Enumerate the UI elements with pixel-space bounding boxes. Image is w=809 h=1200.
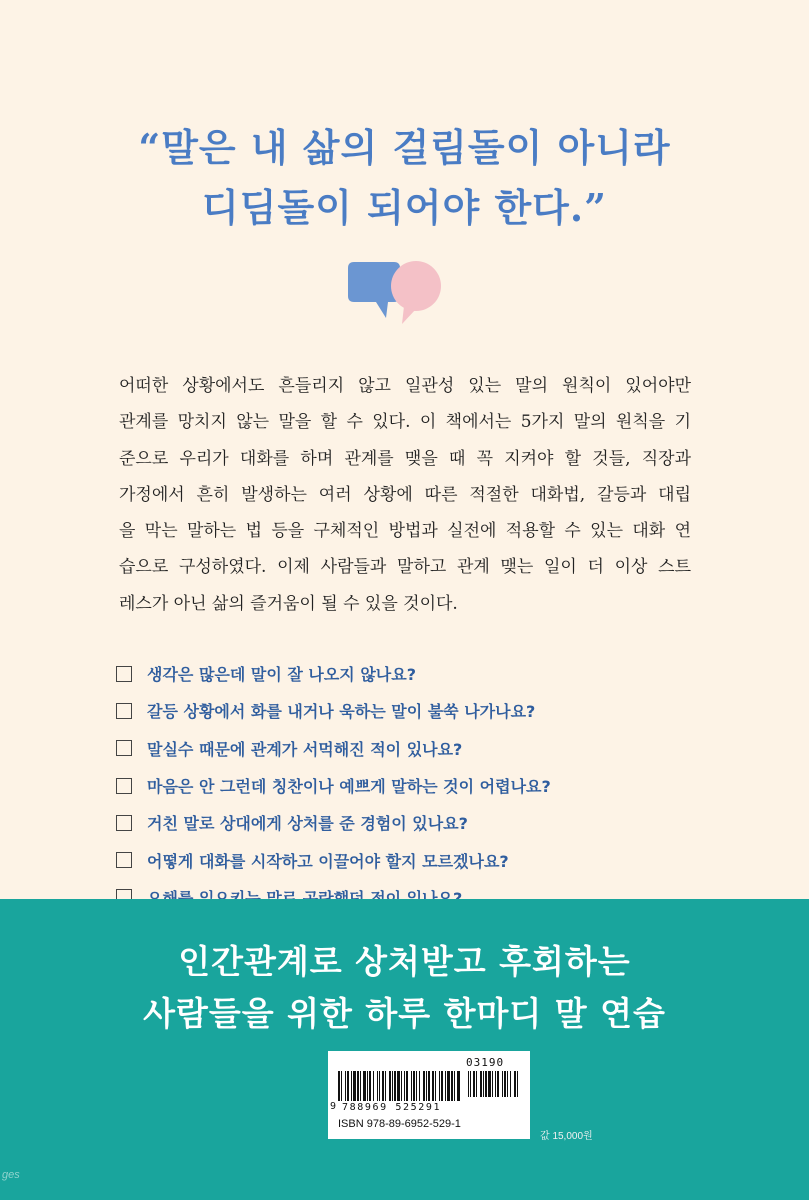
barcode-bar xyxy=(406,1071,408,1101)
checklist-item xyxy=(116,655,551,692)
barcode-addon-bar xyxy=(470,1071,471,1097)
barcode-addon-bar xyxy=(510,1071,511,1097)
barcode-bar xyxy=(457,1071,460,1101)
barcode-bar xyxy=(345,1071,346,1101)
description-line: 준으로 우리가 대화를 하며 관계를 맺을 때 꼭 지켜야 할 것들, 직장과 xyxy=(119,448,691,469)
description-line: 관계를 망치지 않는 말을 할 수 있다. 이 책에서는 5가지 말의 원칙을 기 xyxy=(119,412,691,433)
tagline-line-2: 사람들을 위한 하루 한마디 말 연습 xyxy=(143,994,666,1033)
checkbox-icon xyxy=(116,666,132,682)
corner-watermark: ges xyxy=(2,1169,20,1181)
barcode-bar xyxy=(351,1071,352,1101)
barcode-bar xyxy=(360,1071,361,1101)
barcode-lead-digit: 9 xyxy=(330,1101,337,1112)
barcode-bar xyxy=(347,1071,349,1101)
checkbox-icon xyxy=(116,778,132,794)
barcode-bar xyxy=(369,1071,371,1101)
barcode-bar xyxy=(426,1071,427,1101)
checklist-item-text: 마음은 안 그런데 칭찬이나 예쁘게 말하는 것이 어렵나요? xyxy=(147,777,551,797)
barcode-bar xyxy=(357,1071,359,1101)
price-label: 값 15,000원 xyxy=(540,1131,593,1142)
barcode-addon-bar xyxy=(495,1071,496,1097)
tagline-line-1: 인간관계로 상처받고 후회하는 xyxy=(178,942,631,981)
barcode-bar xyxy=(411,1071,412,1101)
checklist-item-text: 어떻게 대화를 시작하고 이끌어야 할지 모르겠나요? xyxy=(147,851,509,871)
barcode-addon-bar xyxy=(476,1071,477,1097)
barcode-bar xyxy=(341,1071,342,1101)
barcode-bar xyxy=(435,1071,436,1101)
description-line: 습으로 구성하였다. 이제 사람들과 말하고 관계 맺는 일이 더 이상 스트 xyxy=(119,557,691,578)
barcode-addon-bar xyxy=(485,1071,487,1097)
description-text xyxy=(119,368,691,622)
checklist-item-text: 생각은 많은데 말이 잘 나오지 않나요? xyxy=(147,665,416,685)
barcode-addon-bar xyxy=(480,1071,482,1097)
barcode-addon-bar xyxy=(497,1071,499,1097)
tagline xyxy=(0,936,809,1040)
barcode-bar xyxy=(397,1071,400,1101)
isbn-number: ISBN 978-89-6952-529-1 xyxy=(338,1118,461,1130)
barcode-bar xyxy=(447,1071,450,1101)
barcode-bar xyxy=(392,1071,393,1101)
teal-footer-band xyxy=(0,899,809,1200)
checkbox-icon xyxy=(116,815,132,831)
barcode-addon-bar xyxy=(517,1071,518,1097)
barcode-bar xyxy=(423,1071,425,1101)
barcode-bar xyxy=(338,1071,340,1101)
barcode-addon-bar xyxy=(502,1071,503,1097)
barcode-bar xyxy=(419,1071,420,1101)
barcode-bar xyxy=(416,1071,417,1101)
description-line: 어떠한 상황에서도 흔들리지 않고 일관성 있는 말의 원칙이 있어야만 xyxy=(119,376,691,396)
speech-bubbles-icon xyxy=(348,256,443,330)
barcode-bar xyxy=(389,1071,391,1101)
checklist-item xyxy=(116,767,551,804)
cover-quote xyxy=(0,118,809,238)
checkbox-icon xyxy=(116,740,132,756)
barcode-bar xyxy=(385,1071,386,1101)
barcode-bar xyxy=(432,1071,434,1101)
question-checklist xyxy=(116,655,551,916)
barcode-bar xyxy=(377,1071,378,1101)
isbn-barcode xyxy=(328,1051,530,1139)
barcode-addon-bar xyxy=(507,1071,508,1097)
barcode-addon-code: 03190 xyxy=(466,1056,505,1069)
description-line: 레스가 아닌 삶의 즐거움이 될 수 있을 것이다. xyxy=(119,593,458,614)
barcode-bar xyxy=(451,1071,453,1101)
checkbox-icon xyxy=(116,852,132,868)
barcode-addon-bar xyxy=(504,1071,506,1097)
checklist-item xyxy=(116,804,551,841)
barcode-addon-bar xyxy=(468,1071,469,1097)
barcode-addon-bar xyxy=(488,1071,491,1097)
barcode-bar xyxy=(353,1071,356,1101)
barcode-bar xyxy=(401,1071,402,1101)
checklist-item xyxy=(116,841,551,878)
barcode-bar xyxy=(454,1071,455,1101)
barcode-bar xyxy=(439,1071,440,1101)
barcode-addon-bar xyxy=(473,1071,475,1097)
quote-line-1: “말은 내 삶의 걸림돌이 아니라 xyxy=(138,125,671,170)
barcode-bar xyxy=(373,1071,374,1101)
barcode-bar xyxy=(428,1071,430,1101)
description-line: 을 막는 말하는 법 등을 구체적인 방법과 실전에 적용할 수 있는 대화 연 xyxy=(119,521,691,542)
description-line: 가정에서 흔히 발생하는 여러 상황에 따른 적절한 대화법, 갈등과 대립 xyxy=(119,484,691,505)
barcode-bars xyxy=(338,1071,520,1101)
checklist-item xyxy=(116,730,551,767)
barcode-bar xyxy=(367,1071,368,1101)
barcode-addon-bar xyxy=(514,1071,516,1097)
checklist-item-text: 갈등 상황에서 화를 내거나 욱하는 말이 불쑥 나가나요? xyxy=(147,702,536,722)
barcode-bar xyxy=(445,1071,446,1101)
barcode-bar xyxy=(394,1071,396,1101)
barcode-bar xyxy=(413,1071,415,1101)
barcode-bar xyxy=(404,1071,405,1101)
barcode-bar xyxy=(363,1071,366,1101)
barcode-bar xyxy=(382,1071,384,1101)
checklist-item-text: 말실수 때문에 관계가 서먹해진 적이 있나요? xyxy=(147,739,463,759)
checklist-item xyxy=(116,692,551,729)
barcode-digits: 788969 525291 xyxy=(342,1102,442,1113)
barcode-bar xyxy=(441,1071,443,1101)
barcode-addon-bar xyxy=(492,1071,493,1097)
checklist-item-text: 거친 말로 상대에게 상처를 준 경험이 있나요? xyxy=(147,814,468,834)
quote-line-2: 디딤돌이 되어야 한다.” xyxy=(202,185,607,230)
barcode-bar xyxy=(379,1071,380,1101)
barcode-addon-bar xyxy=(483,1071,484,1097)
checkbox-icon xyxy=(116,703,132,719)
